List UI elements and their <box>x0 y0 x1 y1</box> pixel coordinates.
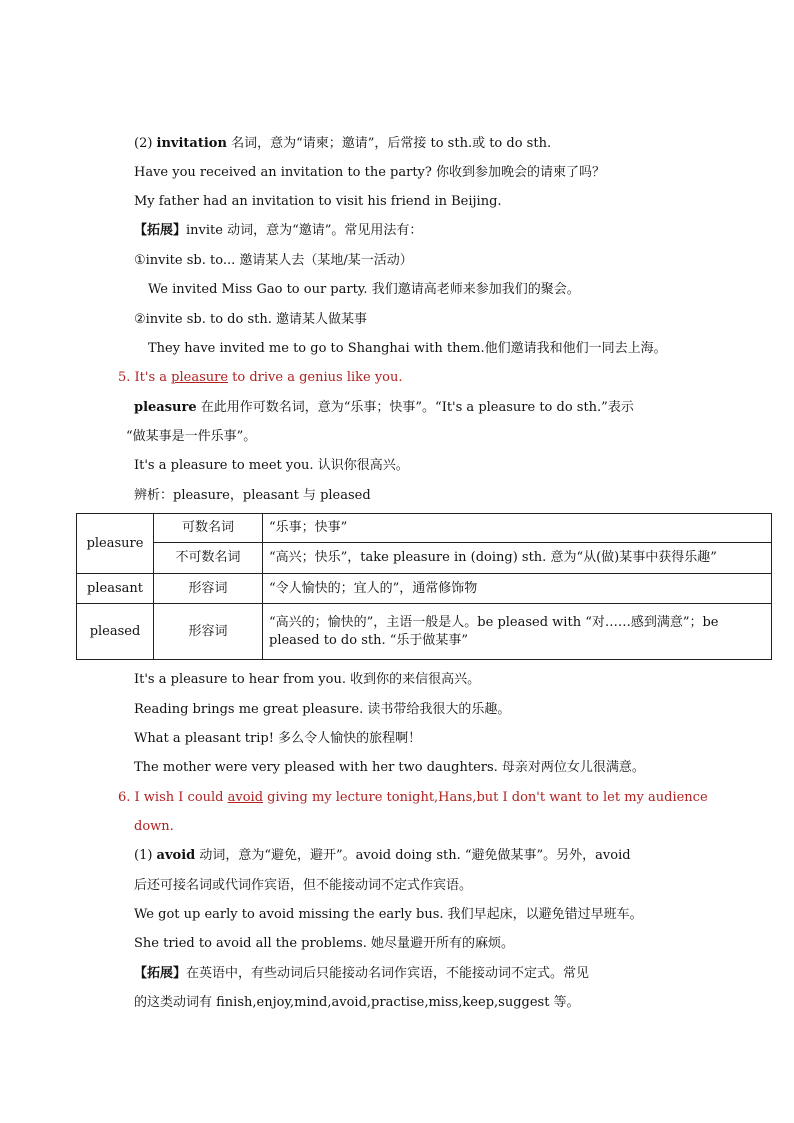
avoid-example-1: We got up early to avoid missing the early bus. 我们早起床，以避免错过早班车。 <box>134 907 643 922</box>
cell-countable: 可数名词 <box>154 514 263 543</box>
cell-uncountable-meaning: “高兴；快乐”，take pleasure in (doing) sth. 意为“从(做)某事中获得乐趣” <box>263 543 772 574</box>
cell-uncountable: 不可数名词 <box>154 543 263 574</box>
keyword-pleasure-underlined: pleasure <box>171 370 229 385</box>
keyword-pleasure: pleasure <box>134 400 197 415</box>
invite-usage-1-example: We invited Miss Gao to our party. 我们邀请高老师来参加我们的聚会。 <box>148 282 580 297</box>
pleasure-example-3: Reading brings me great pleasure. 读书带给我很大的乐趣。 <box>134 702 511 717</box>
pleasure-definition-cont: “做某事是一件乐事”。 <box>126 429 257 444</box>
cell-pleasant-type: 形容词 <box>154 574 263 604</box>
invite-usage-1: ①invite sb. to... 邀请某人去（某地/某一活动） <box>134 253 413 268</box>
invite-usage-2-example: They have invited me to go to Shanghai with them.他们邀请我和他们一同去上海。 <box>148 341 667 356</box>
pleasure-example-1: It's a pleasure to meet you. 认识你很高兴。 <box>134 458 409 473</box>
invitation-example-1: Have you received an invitation to the party? 你收到参加晚会的请柬了吗？ <box>134 165 606 180</box>
pleasure-example-2: It's a pleasure to hear from you. 收到你的来信很高兴。 <box>134 672 481 687</box>
cell-pleasure: pleasure <box>77 514 154 574</box>
invite-usage-2: ②invite sb. to do sth. 邀请某人做某事 <box>134 312 367 327</box>
sentence-5-heading: 5. It's a pleasure to drive a genius like you. <box>118 370 403 385</box>
invite-extension: 【拓展】invite 动词，意为“邀请”。常见用法有： <box>134 223 423 238</box>
invitation-heading: (2) invitation 名词，意为“请柬；邀请”，后常接 to sth.或 to do sth. <box>134 136 552 151</box>
cell-pleased: pleased <box>77 604 154 660</box>
keyword-invitation: invitation <box>156 136 227 151</box>
cell-pleased-meaning: “高兴的；愉快的”，主语一般是人。be pleased with “对……感到满意”；be pleased to do sth. “乐于做某事” <box>263 604 772 660</box>
avoid-example-2: She tried to avoid all the problems. 她尽量避开所有的麻烦。 <box>134 936 514 951</box>
cell-countable-meaning: “乐事；快事” <box>263 514 772 543</box>
pleasant-example: What a pleasant trip! 多么令人愉快的旅程啊！ <box>134 731 422 746</box>
cell-pleasant: pleasant <box>77 574 154 604</box>
keyword-avoid: avoid <box>156 848 196 863</box>
cell-pleasant-meaning: “令人愉快的；宜人的”，通常修饰物 <box>263 574 772 604</box>
pleased-example: The mother were very pleased with her two daughters. 母亲对两位女儿很满意。 <box>134 760 645 775</box>
avoid-extension: 【拓展】在英语中，有些动词后只能接动名词作宾语，不能接动词不定式。常见 <box>134 966 590 981</box>
sentence-6-heading: 6. I wish I could avoid giving my lecture tonight,Hans,but I don't want to let my audience <box>118 790 708 805</box>
analysis-label: 辨析：pleasure，pleasant 与 pleased <box>134 488 371 503</box>
extension-tag: 【拓展】 <box>134 223 187 238</box>
comparison-table <box>76 513 772 660</box>
sentence-6-heading-cont: down. <box>134 819 174 834</box>
cell-pleased-type: 形容词 <box>154 604 263 660</box>
avoid-extension-cont: 的这类动词有 finish,enjoy,mind,avoid,practise,miss,keep,suggest 等。 <box>134 995 580 1010</box>
avoid-definition-cont: 后还可接名词或代词作宾语，但不能接动词不定式作宾语。 <box>134 878 473 893</box>
invitation-example-2: My father had an invitation to visit his friend in Beijing. <box>134 194 502 209</box>
avoid-definition: (1) avoid 动词，意为“避免，避开”。avoid doing sth. “避免做某事”。另外，avoid <box>134 848 631 863</box>
extension-tag: 【拓展】 <box>134 966 187 981</box>
keyword-avoid-underlined: avoid <box>227 790 264 805</box>
pleasure-definition: pleasure 在此用作可数名词，意为“乐事；快事”。“It's a pleasure to do sth.”表示 <box>134 400 634 415</box>
